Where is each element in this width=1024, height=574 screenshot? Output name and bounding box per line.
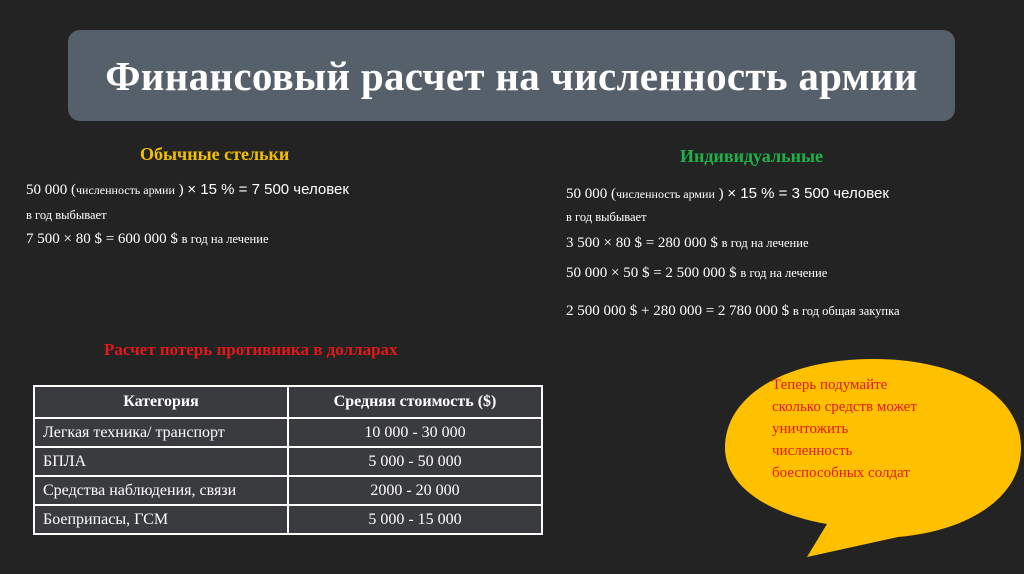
left-line-3 xyxy=(26,230,269,248)
table-cell-category: Легкая техника/ транспорт xyxy=(34,418,288,447)
table-header-row xyxy=(34,386,542,418)
right-line-3-b: в год на лечение xyxy=(721,236,809,250)
left-line-2: в год выбывает xyxy=(26,208,107,222)
column-header-cost: Средняя стоимость ($) xyxy=(288,386,542,418)
table-cell-category: Боеприпасы, ГСМ xyxy=(34,505,288,534)
right-heading: Индивидуальные xyxy=(680,146,823,166)
right-line-4 xyxy=(566,264,827,282)
table-cell-cost: 5 000 - 50 000 xyxy=(288,447,542,476)
table-row xyxy=(34,447,542,476)
table-heading: Расчет потерь противника в долларах xyxy=(104,340,398,359)
table-cell-category: Средства наблюдения, связи xyxy=(34,476,288,505)
table-row xyxy=(34,505,542,534)
right-line-1-d: × 15 % = 3 500 человек xyxy=(727,185,889,202)
left-line-1-d: × 15 % = 7 500 человек xyxy=(187,181,349,198)
table-cell-cost: 5 000 - 15 000 xyxy=(288,505,542,534)
right-line-1 xyxy=(566,185,889,203)
page-title: Финансовый расчет на численность армии xyxy=(105,52,918,99)
right-line-4-b: в год на лечение xyxy=(740,266,828,280)
table-cell-category: БПЛА xyxy=(34,447,288,476)
left-line-3-a: 7 500 × 80 $ = 600 000 $ xyxy=(26,231,182,247)
left-line-1-b: численность армии xyxy=(76,183,175,197)
right-line-5-a: 2 500 000 $ + 280 000 = 2 780 000 $ xyxy=(566,303,793,319)
right-line-1-c: ) xyxy=(714,186,728,202)
right-line-5 xyxy=(566,302,900,320)
bubble-line: боеспособных солдат xyxy=(772,465,910,481)
bubble-line: уничтожить xyxy=(772,421,849,437)
cost-table xyxy=(33,385,543,535)
right-line-1-a: 50 000 ( xyxy=(566,186,616,202)
right-line-3-a: 3 500 × 80 $ = 280 000 $ xyxy=(566,235,722,251)
right-line-5-b: в год общая закупка xyxy=(792,304,900,318)
left-line-3-b: в год на лечение xyxy=(181,232,269,246)
left-line-1-c: ) xyxy=(174,182,188,198)
table-cell-cost: 10 000 - 30 000 xyxy=(288,418,542,447)
right-line-2: в год выбывает xyxy=(566,210,647,224)
table-row xyxy=(34,418,542,447)
left-line-1 xyxy=(26,181,349,199)
bubble-text xyxy=(772,374,972,484)
bubble-line: сколько средств может xyxy=(772,399,917,415)
right-line-3 xyxy=(566,234,809,252)
table-cell-cost: 2000 - 20 000 xyxy=(288,476,542,505)
right-line-4-a: 50 000 × 50 $ = 2 500 000 $ xyxy=(566,265,741,281)
table-row xyxy=(34,476,542,505)
bubble-line: численность xyxy=(772,443,853,459)
column-header-category: Категория xyxy=(34,386,288,418)
bubble-line: Теперь подумайте xyxy=(772,377,888,393)
left-heading: Обычные стельки xyxy=(140,144,290,164)
title-banner xyxy=(68,30,955,121)
left-line-1-a: 50 000 ( xyxy=(26,182,76,198)
right-line-1-b: численность армии xyxy=(616,187,715,201)
